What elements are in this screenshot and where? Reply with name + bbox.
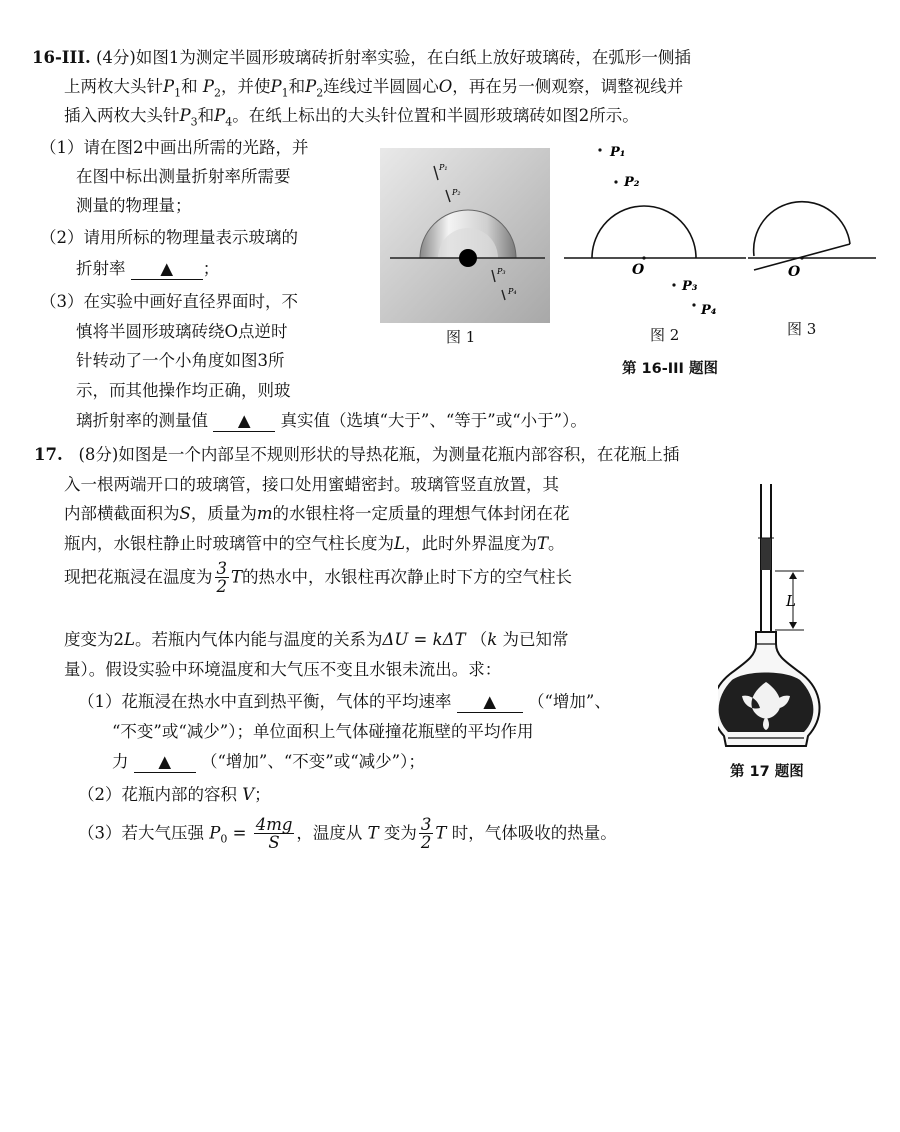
q16-line-3: 插入两枚大头针$P_3$和$P_4$。在纸上标出的大头针位置和半圆形玻璃砖如图2所示。 [64, 106, 639, 129]
fig1-center-dot [459, 249, 477, 267]
fig1-label-p3: P₃ [497, 267, 506, 276]
q17-line-5: 现把花瓶浸在温度为 $\frac{3}{2}$ T的热水中，水银柱再次静止时下方的空气柱长 [64, 559, 573, 597]
q16-fig3-caption: 图 3 [787, 320, 817, 338]
fig2-center-o [642, 256, 645, 259]
q17-average-force-blank[interactable]: ▲ [134, 754, 196, 773]
q16-sub1-line2: 在图中标出测量折射率所需要 [76, 167, 291, 186]
q16-figure-3 [748, 190, 878, 290]
q17-sub3: （3）若大气压强 $P_0$ = $\frac{4mg}{S}$ ，温度从 T 变为 $\frac{3}{2}$ T 时，气体吸收的热量。 [78, 815, 617, 853]
fig2-label-o: O [632, 262, 645, 278]
q16-refractive-index-blank[interactable]: ▲ [131, 261, 203, 280]
fig2-pin-p3 [672, 283, 675, 286]
q16-fig1-caption: 图 1 [446, 328, 476, 346]
fraction-4mg-S: $\frac{4mg}{S}$ [255, 815, 293, 853]
fraction-3-2-b: $\frac{3}{2}$ [420, 815, 432, 853]
q16-sub2-line2: 折射率 ▲ ； [76, 259, 220, 278]
fig17-arrow-up [789, 572, 797, 579]
fig2-label-p2: P₂ [624, 175, 640, 190]
q16-points: (4分) [95, 48, 136, 67]
q16-sub1-line1: （1）请在图2中画出所需的光路，并 [40, 138, 309, 157]
q16-sub3-line4: 示，而其他操作均正确，则玻 [76, 381, 291, 400]
fig3-center-o [800, 256, 803, 259]
q16-sub1-line3: 测量的物理量； [76, 196, 192, 215]
fig1-label-p4: P₄ [508, 287, 517, 296]
fig2-pin-p2 [614, 180, 617, 183]
q17-figure-caption: 第 17 题图 [730, 764, 804, 780]
fig17-arrow-down [789, 622, 797, 629]
q17-sub1-line2: “不变”或“减少”）；单位面积上气体碰撞花瓶壁的平均作用 [112, 722, 534, 741]
q16-figure-2 [560, 138, 750, 323]
fig2-pin-p1 [598, 148, 601, 151]
q16-figures-caption: 第 16-III 题图 [622, 361, 718, 377]
fig1-label-p1: P₁ [439, 163, 448, 172]
q17-line-4: 瓶内，水银柱静止时玻璃管中的空气柱长度为L，此时外界温度为T。 [64, 534, 565, 553]
q17-sub1-line1: （1）花瓶浸在热水中直到热平衡，气体的平均速率 ▲ （“增加”、 [78, 692, 611, 711]
q16-sub3-line5: 璃折射率的测量值 ▲ 真实值（选填“大于”、“等于”或“小于”）。 [76, 411, 587, 430]
q17-sub2: （2）花瓶内部的容积 V； [78, 785, 271, 804]
fig17-mercury-column [761, 538, 771, 570]
q16-sub2-line1: （2）请用所标的物理量表示玻璃的 [40, 228, 298, 247]
q17-line-7: 量）。假设实验中环境温度和大气压不变且水银未流出。求： [64, 660, 502, 679]
fig1-label-p2: P₂ [452, 188, 461, 197]
q16-sub3-line3: 针转动了一个小角度如图3所 [76, 351, 285, 370]
fig2-semicircle [592, 206, 696, 258]
fig2-pin-p4 [692, 303, 695, 306]
q16-line-2: 上两枚大头针$P_1$和 $P_2$，并使$P_1$和$P_2$连线过半圆圆心O，再在另一侧观察，调整视线并 [64, 77, 684, 100]
fig2-label-p1: P₁ [610, 145, 626, 160]
q17-figure [718, 484, 838, 756]
q17-average-speed-blank[interactable]: ▲ [457, 694, 523, 713]
q17-sub1-line3: 力 ▲ （“增加”、“不变”或“减少”）； [112, 752, 425, 771]
q17-line-3: 内部横截面积为S，质量为m的水银柱将一定质量的理想气体封闭在花 [64, 504, 570, 523]
q17-number: 17. [34, 445, 63, 464]
fig3-label-o: O [788, 264, 801, 280]
fraction-3-2: $\frac{3}{2}$ [216, 559, 227, 597]
fig17-label-l: L [786, 592, 796, 610]
q17-points: (8分) [78, 445, 119, 464]
q16-sub3-line1: （3）在实验中画好直径界面时，不 [40, 292, 298, 311]
fig2-label-p3: P₃ [682, 279, 698, 294]
q16-measured-value-blank[interactable]: ▲ [213, 413, 275, 432]
q17-line-2: 入一根两端开口的玻璃管，接口处用蜜蜡密封。玻璃管竖直放置，其 [64, 475, 559, 494]
fig2-label-p4: P₄ [701, 303, 717, 318]
q17-line-6: 度变为2L。若瓶内气体内能与温度的关系为ΔU = kΔT （k 为已知常 [64, 630, 569, 649]
q16-line-1: 16-III. (4分)如图1为测定半圆形玻璃砖折射率实验，在白纸上放好玻璃砖，在弧形一侧插 [32, 48, 691, 67]
q16-sub3-line2: 慎将半圆形玻璃砖绕O点逆时 [76, 322, 288, 341]
q16-number: 16-III. [32, 48, 91, 67]
q16-fig2-caption: 图 2 [650, 326, 680, 344]
q16-figure-1 [380, 148, 550, 323]
q17-line-1: 17. (8分)如图是一个内部呈不规则形状的导热花瓶，为测量花瓶内部容积，在花瓶上插 [34, 445, 680, 464]
